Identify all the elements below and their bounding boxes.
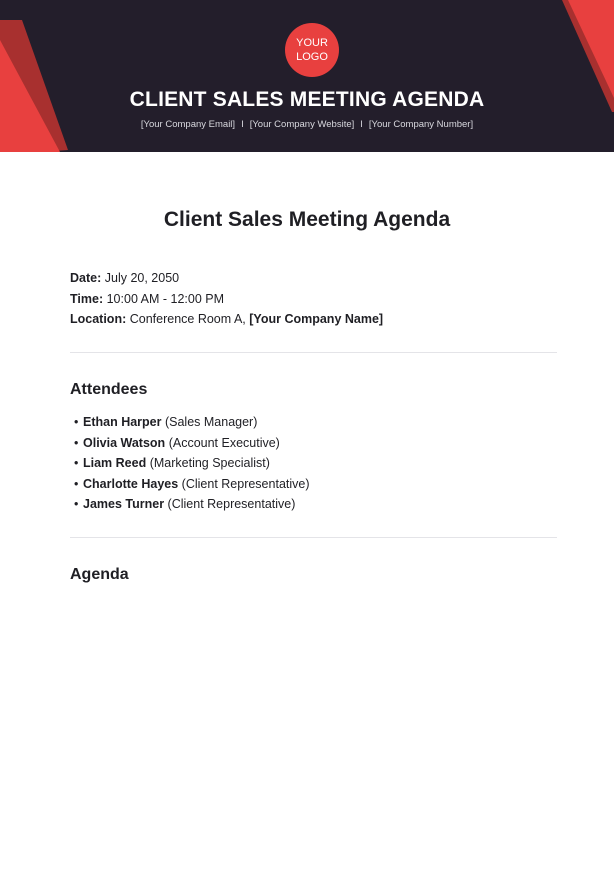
time-row [70,289,383,310]
page-header [0,0,614,152]
bullet: • [74,476,79,491]
list-item [74,412,310,433]
list-item [74,453,310,474]
contact-separator: I [241,119,244,130]
bullet: • [74,415,79,429]
logo-line-2: LOGO [296,51,328,63]
contact-line [0,119,614,130]
attendee-role: (Marketing Specialist) [149,456,270,470]
attendee-role: (Account Executive) [168,435,280,450]
attendee-name: James Turner [83,497,165,511]
bullet: • [74,497,79,511]
attendee-role: (Client Representative) [167,497,296,511]
attendee-name: Olivia Watson [83,435,166,450]
date-value: July 20, 2050 [104,271,180,285]
attendee-name: Liam Reed [83,456,147,470]
header-title: CLIENT SALES MEETING AGENDA [129,88,485,111]
attendees-list [74,412,310,515]
location-company: [Your Company Name] [249,312,384,326]
time-label: Time: [70,291,104,306]
location-value: Conference Room A, [129,312,246,326]
bullet: • [74,435,79,450]
list-item [74,494,310,515]
attendee-name: Ethan Harper [83,415,162,429]
company-email: [Your Company Email] [140,119,236,130]
attendee-role: (Client Representative) [181,476,310,491]
bullet: • [74,456,79,470]
section-divider [70,537,557,538]
meeting-details [70,268,383,330]
logo-line-1: YOUR [296,37,328,49]
attendee-role: (Sales Manager) [164,415,258,429]
location-label: Location: [70,312,127,326]
location-row [70,309,383,330]
date-label: Date: [70,271,102,285]
document-title: Client Sales Meeting Agenda [163,208,451,231]
list-item [74,474,310,495]
list-item [74,433,310,454]
section-divider [70,352,557,353]
attendees-heading: Attendees [70,381,148,398]
agenda-heading: Agenda [70,566,129,583]
company-logo [285,23,339,77]
date-row [70,268,383,289]
attendee-name: Charlotte Hayes [83,476,179,491]
time-value: 10:00 AM - 12:00 PM [106,291,225,306]
contact-separator: I [360,119,363,130]
company-number: [Your Company Number] [368,119,474,130]
company-website: [Your Company Website] [249,119,355,130]
